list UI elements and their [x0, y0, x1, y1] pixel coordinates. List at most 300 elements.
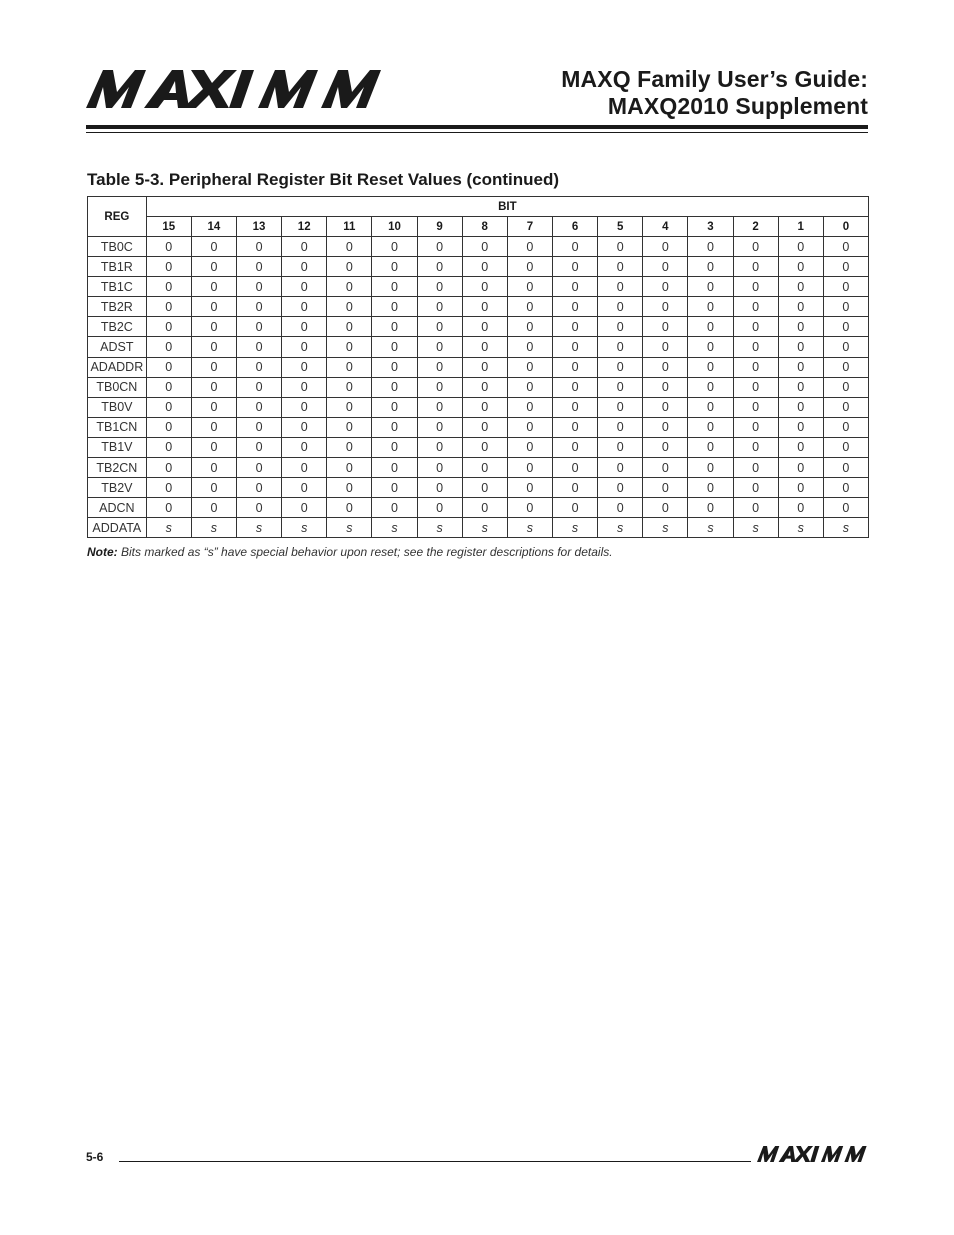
bit-value-cell: 0: [372, 458, 417, 478]
bit-value-cell: 0: [191, 437, 236, 457]
bit-value-cell: 0: [462, 397, 507, 417]
bit-value-cell: 0: [733, 277, 778, 297]
bit-value-cell: 0: [823, 357, 868, 377]
bit-column-header: 13: [236, 217, 281, 237]
bit-value-cell: 0: [146, 237, 191, 257]
bit-value-cell: s: [643, 518, 688, 538]
bit-value-cell: 0: [372, 357, 417, 377]
bit-value-cell: s: [417, 518, 462, 538]
bit-value-cell: 0: [688, 478, 733, 498]
bit-value-cell: 0: [372, 237, 417, 257]
bit-value-cell: s: [372, 518, 417, 538]
bit-value-cell: 0: [643, 498, 688, 518]
table-row: [88, 237, 869, 257]
bit-value-cell: 0: [327, 237, 372, 257]
bit-value-cell: 0: [462, 357, 507, 377]
register-name-cell: TB2CN: [88, 458, 147, 478]
bit-value-cell: 0: [643, 458, 688, 478]
bit-value-cell: 0: [733, 437, 778, 457]
table-row: [88, 397, 869, 417]
bit-value-cell: 0: [191, 337, 236, 357]
bit-value-cell: 0: [552, 297, 597, 317]
bit-value-cell: 0: [462, 257, 507, 277]
bit-value-cell: 0: [507, 458, 552, 478]
bit-value-cell: 0: [462, 498, 507, 518]
bit-value-cell: 0: [778, 257, 823, 277]
bit-value-cell: 0: [507, 498, 552, 518]
register-name-cell: TB0V: [88, 397, 147, 417]
bit-value-cell: 0: [778, 437, 823, 457]
bit-value-cell: s: [146, 518, 191, 538]
bit-value-cell: s: [236, 518, 281, 538]
bit-column-header: 12: [282, 217, 327, 237]
bit-column-header: 9: [417, 217, 462, 237]
bit-value-cell: 0: [282, 437, 327, 457]
bit-value-cell: 0: [823, 397, 868, 417]
bit-value-cell: 0: [507, 297, 552, 317]
bit-value-cell: 0: [778, 377, 823, 397]
bit-value-cell: s: [282, 518, 327, 538]
bit-value-cell: 0: [688, 237, 733, 257]
header-rule-thin: [86, 132, 868, 133]
bit-value-cell: 0: [417, 498, 462, 518]
bit-value-cell: 0: [733, 337, 778, 357]
bit-value-cell: 0: [598, 357, 643, 377]
bit-value-cell: 0: [688, 337, 733, 357]
bit-column-header: 2: [733, 217, 778, 237]
bit-value-cell: 0: [327, 498, 372, 518]
bit-value-cell: 0: [236, 498, 281, 518]
register-name-cell: TB1C: [88, 277, 147, 297]
bit-value-cell: 0: [688, 498, 733, 518]
bit-column-header: 8: [462, 217, 507, 237]
bit-value-cell: 0: [598, 397, 643, 417]
bit-value-cell: 0: [236, 458, 281, 478]
bit-value-cell: 0: [417, 357, 462, 377]
bit-value-cell: 0: [733, 257, 778, 277]
table-row: [88, 277, 869, 297]
bit-value-cell: 0: [462, 437, 507, 457]
bit-value-cell: 0: [778, 237, 823, 257]
bit-value-cell: s: [598, 518, 643, 538]
bit-value-cell: 0: [507, 417, 552, 437]
bit-value-cell: 0: [552, 397, 597, 417]
bit-value-cell: 0: [688, 357, 733, 377]
bit-value-cell: 0: [327, 297, 372, 317]
bit-value-cell: 0: [327, 317, 372, 337]
bit-value-cell: 0: [462, 377, 507, 397]
bit-value-cell: 0: [507, 478, 552, 498]
bit-value-cell: 0: [191, 237, 236, 257]
bit-value-cell: 0: [552, 257, 597, 277]
bit-value-cell: 0: [282, 317, 327, 337]
register-name-cell: ADST: [88, 337, 147, 357]
bit-column-header: 4: [643, 217, 688, 237]
register-name-cell: TB0CN: [88, 377, 147, 397]
bit-value-cell: 0: [643, 357, 688, 377]
bit-value-cell: 0: [327, 257, 372, 277]
bit-value-cell: 0: [191, 357, 236, 377]
bit-value-cell: 0: [372, 417, 417, 437]
bit-value-cell: 0: [372, 498, 417, 518]
bit-value-cell: 0: [372, 478, 417, 498]
table-row: [88, 377, 869, 397]
bit-value-cell: 0: [462, 237, 507, 257]
bit-value-cell: 0: [372, 397, 417, 417]
bit-value-cell: 0: [417, 437, 462, 457]
bit-value-cell: 0: [191, 297, 236, 317]
bit-value-cell: 0: [733, 458, 778, 478]
bit-value-cell: 0: [327, 458, 372, 478]
bit-value-cell: 0: [236, 417, 281, 437]
bit-value-cell: 0: [688, 397, 733, 417]
bit-value-cell: 0: [507, 377, 552, 397]
bit-value-cell: 0: [372, 277, 417, 297]
bit-value-cell: 0: [236, 277, 281, 297]
table-row: [88, 317, 869, 337]
bit-value-cell: 0: [823, 498, 868, 518]
register-name-cell: TB1R: [88, 257, 147, 277]
bit-value-cell: 0: [778, 458, 823, 478]
bit-value-cell: 0: [643, 417, 688, 437]
bit-value-cell: 0: [417, 417, 462, 437]
table-row: [88, 518, 869, 538]
bit-value-cell: 0: [417, 377, 462, 397]
bit-value-cell: 0: [507, 317, 552, 337]
bit-value-cell: 0: [688, 377, 733, 397]
bit-value-cell: 0: [643, 277, 688, 297]
bit-value-cell: 0: [191, 257, 236, 277]
bit-value-cell: 0: [417, 297, 462, 317]
bit-value-cell: 0: [823, 458, 868, 478]
bit-value-cell: 0: [507, 337, 552, 357]
bit-value-cell: 0: [598, 297, 643, 317]
document-title: [561, 66, 868, 120]
bit-value-cell: 0: [372, 437, 417, 457]
bit-value-cell: 0: [236, 317, 281, 337]
bit-value-cell: 0: [282, 237, 327, 257]
bit-value-cell: 0: [191, 317, 236, 337]
bit-value-cell: 0: [507, 237, 552, 257]
bit-value-cell: 0: [733, 357, 778, 377]
bit-value-cell: 0: [236, 297, 281, 317]
bit-value-cell: 0: [462, 337, 507, 357]
bit-value-cell: 0: [191, 417, 236, 437]
table-row: [88, 297, 869, 317]
bit-value-cell: 0: [327, 397, 372, 417]
document-title-line2: MAXQ2010 Supplement: [607, 93, 868, 119]
bit-value-cell: s: [507, 518, 552, 538]
bit-value-cell: 0: [823, 377, 868, 397]
bit-value-cell: 0: [282, 297, 327, 317]
bit-value-cell: 0: [372, 377, 417, 397]
bit-value-cell: 0: [417, 397, 462, 417]
header-rule-thick: [86, 125, 868, 129]
bit-value-cell: 0: [417, 237, 462, 257]
register-name-cell: ADCN: [88, 498, 147, 518]
table-row: [88, 257, 869, 277]
bit-value-cell: 0: [688, 417, 733, 437]
bit-value-cell: 0: [327, 277, 372, 297]
bit-value-cell: 0: [191, 458, 236, 478]
bit-value-cell: s: [823, 518, 868, 538]
bit-value-cell: 0: [552, 458, 597, 478]
bit-column-header: 1: [778, 217, 823, 237]
bit-value-cell: 0: [688, 297, 733, 317]
bit-value-cell: 0: [778, 297, 823, 317]
bit-value-cell: 0: [146, 257, 191, 277]
bit-value-cell: 0: [823, 317, 868, 337]
bit-value-cell: 0: [146, 437, 191, 457]
bit-value-cell: 0: [688, 317, 733, 337]
bit-value-cell: 0: [598, 478, 643, 498]
bit-value-cell: 0: [282, 417, 327, 437]
bit-value-cell: 0: [643, 257, 688, 277]
bit-value-cell: 0: [282, 277, 327, 297]
register-name-cell: TB0C: [88, 237, 147, 257]
register-name-cell: TB2V: [88, 478, 147, 498]
table-note: [87, 545, 613, 559]
bit-value-cell: 0: [282, 478, 327, 498]
table-row: [88, 437, 869, 457]
bit-value-cell: s: [778, 518, 823, 538]
bit-value-cell: 0: [598, 257, 643, 277]
bit-value-cell: s: [688, 518, 733, 538]
bit-value-cell: s: [191, 518, 236, 538]
bit-value-cell: 0: [327, 437, 372, 457]
bit-value-cell: 0: [282, 337, 327, 357]
bit-value-cell: 0: [236, 237, 281, 257]
bit-value-cell: 0: [372, 317, 417, 337]
bit-value-cell: 0: [823, 437, 868, 457]
bit-value-cell: 0: [733, 377, 778, 397]
bit-value-cell: 0: [507, 397, 552, 417]
table-row: [88, 337, 869, 357]
bit-value-cell: 0: [643, 397, 688, 417]
bit-value-cell: 0: [146, 357, 191, 377]
bit-value-cell: 0: [643, 478, 688, 498]
bit-value-cell: 0: [146, 337, 191, 357]
bit-column-header: 0: [823, 217, 868, 237]
bit-value-cell: 0: [688, 437, 733, 457]
table-row: [88, 417, 869, 437]
bit-value-cell: 0: [598, 237, 643, 257]
bit-value-cell: 0: [552, 317, 597, 337]
bit-value-cell: 0: [327, 357, 372, 377]
bit-value-cell: 0: [598, 377, 643, 397]
bit-value-cell: 0: [462, 417, 507, 437]
register-name-cell: ADADDR: [88, 357, 147, 377]
bit-value-cell: 0: [823, 237, 868, 257]
bit-value-cell: 0: [552, 237, 597, 257]
bit-value-cell: 0: [823, 417, 868, 437]
bit-value-cell: 0: [643, 237, 688, 257]
bit-value-cell: 0: [282, 377, 327, 397]
bit-value-cell: 0: [462, 277, 507, 297]
bit-value-cell: 0: [778, 498, 823, 518]
bit-value-cell: 0: [688, 277, 733, 297]
bit-value-cell: 0: [327, 478, 372, 498]
bit-value-cell: 0: [236, 377, 281, 397]
bit-value-cell: 0: [236, 437, 281, 457]
bit-value-cell: 0: [643, 297, 688, 317]
bit-value-cell: 0: [191, 478, 236, 498]
bit-value-cell: 0: [372, 297, 417, 317]
bit-header: BIT: [146, 197, 868, 217]
bit-value-cell: 0: [778, 337, 823, 357]
bit-value-cell: 0: [236, 397, 281, 417]
bit-value-cell: 0: [146, 277, 191, 297]
maxim-logo-icon: [86, 70, 382, 108]
bit-column-header: 5: [598, 217, 643, 237]
bit-value-cell: 0: [372, 257, 417, 277]
bit-value-cell: 0: [282, 458, 327, 478]
bit-value-cell: 0: [778, 397, 823, 417]
bit-column-header: 15: [146, 217, 191, 237]
bit-value-cell: 0: [191, 498, 236, 518]
bit-value-cell: 0: [643, 317, 688, 337]
bit-column-header: 7: [507, 217, 552, 237]
bit-value-cell: 0: [823, 478, 868, 498]
bit-value-cell: 0: [778, 417, 823, 437]
bit-value-cell: 0: [236, 478, 281, 498]
register-name-cell: ADDATA: [88, 518, 147, 538]
bit-value-cell: 0: [236, 257, 281, 277]
bit-value-cell: s: [462, 518, 507, 538]
bit-value-cell: s: [327, 518, 372, 538]
bit-value-cell: s: [733, 518, 778, 538]
table-title: Table 5-3. Peripheral Register Bit Reset Values (continued): [87, 170, 560, 189]
bit-value-cell: 0: [282, 498, 327, 518]
bit-column-header: 10: [372, 217, 417, 237]
bit-value-cell: 0: [733, 297, 778, 317]
bit-value-cell: 0: [372, 337, 417, 357]
bit-value-cell: 0: [417, 337, 462, 357]
register-name-cell: TB1CN: [88, 417, 147, 437]
bit-value-cell: 0: [146, 377, 191, 397]
reg-header: REG: [88, 197, 147, 237]
bit-value-cell: 0: [778, 317, 823, 337]
note-label: Note:: [87, 545, 118, 559]
bit-value-cell: 0: [733, 417, 778, 437]
bit-value-cell: 0: [146, 317, 191, 337]
bit-value-cell: 0: [417, 257, 462, 277]
bit-value-cell: 0: [552, 357, 597, 377]
document-title-line1: MAXQ Family User’s Guide:: [561, 66, 868, 92]
page-number: 5-6: [86, 1150, 104, 1164]
bit-value-cell: 0: [417, 277, 462, 297]
bit-value-cell: 0: [552, 277, 597, 297]
bit-value-cell: 0: [778, 478, 823, 498]
bit-value-cell: 0: [191, 377, 236, 397]
bit-value-cell: s: [552, 518, 597, 538]
bit-value-cell: 0: [552, 498, 597, 518]
register-name-cell: TB1V: [88, 437, 147, 457]
bit-value-cell: 0: [146, 458, 191, 478]
bit-value-cell: 0: [643, 437, 688, 457]
bit-value-cell: 0: [643, 377, 688, 397]
bit-value-cell: 0: [598, 437, 643, 457]
bit-value-cell: 0: [327, 337, 372, 357]
bit-value-cell: 0: [282, 357, 327, 377]
bit-value-cell: 0: [282, 397, 327, 417]
bit-value-cell: 0: [417, 317, 462, 337]
bit-column-header: 14: [191, 217, 236, 237]
bit-value-cell: 0: [417, 478, 462, 498]
bit-value-cell: 0: [778, 277, 823, 297]
bit-value-cell: 0: [823, 257, 868, 277]
bit-value-cell: 0: [146, 417, 191, 437]
bit-value-cell: 0: [733, 317, 778, 337]
table-row: [88, 458, 869, 478]
register-name-cell: TB2R: [88, 297, 147, 317]
table-row: [88, 357, 869, 377]
maxim-logo-small-icon: [757, 1146, 867, 1162]
bit-value-cell: 0: [462, 297, 507, 317]
bit-value-cell: 0: [191, 397, 236, 417]
bit-value-cell: 0: [598, 458, 643, 478]
bit-value-cell: 0: [552, 337, 597, 357]
bit-value-cell: 0: [146, 498, 191, 518]
bit-value-cell: 0: [598, 317, 643, 337]
bit-value-cell: 0: [552, 478, 597, 498]
bit-column-header: 11: [327, 217, 372, 237]
bit-value-cell: 0: [462, 478, 507, 498]
bit-value-cell: 0: [146, 297, 191, 317]
bit-value-cell: 0: [236, 357, 281, 377]
bit-value-cell: 0: [733, 237, 778, 257]
table-row: [88, 498, 869, 518]
bit-value-cell: 0: [146, 478, 191, 498]
note-text: Bits marked as “s” have special behavior upon reset; see the register descriptions for details.: [117, 545, 613, 559]
bit-value-cell: 0: [823, 337, 868, 357]
bit-value-cell: 0: [327, 377, 372, 397]
register-bit-table: [87, 196, 869, 538]
bit-value-cell: 0: [823, 297, 868, 317]
bit-value-cell: 0: [688, 458, 733, 478]
bit-value-cell: 0: [643, 337, 688, 357]
bit-value-cell: 0: [598, 417, 643, 437]
bit-value-cell: 0: [598, 337, 643, 357]
bit-value-cell: 0: [236, 337, 281, 357]
bit-value-cell: 0: [327, 417, 372, 437]
bit-value-cell: 0: [191, 277, 236, 297]
bit-value-cell: 0: [507, 357, 552, 377]
table-row: [88, 478, 869, 498]
bit-value-cell: 0: [146, 397, 191, 417]
bit-value-cell: 0: [823, 277, 868, 297]
bit-value-cell: 0: [507, 277, 552, 297]
bit-value-cell: 0: [598, 498, 643, 518]
bit-column-header: 6: [552, 217, 597, 237]
bit-value-cell: 0: [552, 417, 597, 437]
bit-value-cell: 0: [507, 257, 552, 277]
bit-value-cell: 0: [462, 458, 507, 478]
bit-value-cell: 0: [552, 377, 597, 397]
bit-value-cell: 0: [282, 257, 327, 277]
bit-value-cell: 0: [417, 458, 462, 478]
bit-value-cell: 0: [733, 498, 778, 518]
bit-value-cell: 0: [733, 397, 778, 417]
bit-value-cell: 0: [552, 437, 597, 457]
bit-value-cell: 0: [507, 437, 552, 457]
bit-column-header: 3: [688, 217, 733, 237]
bit-value-cell: 0: [778, 357, 823, 377]
bit-value-cell: 0: [733, 478, 778, 498]
register-name-cell: TB2C: [88, 317, 147, 337]
bit-value-cell: 0: [598, 277, 643, 297]
bit-value-cell: 0: [462, 317, 507, 337]
